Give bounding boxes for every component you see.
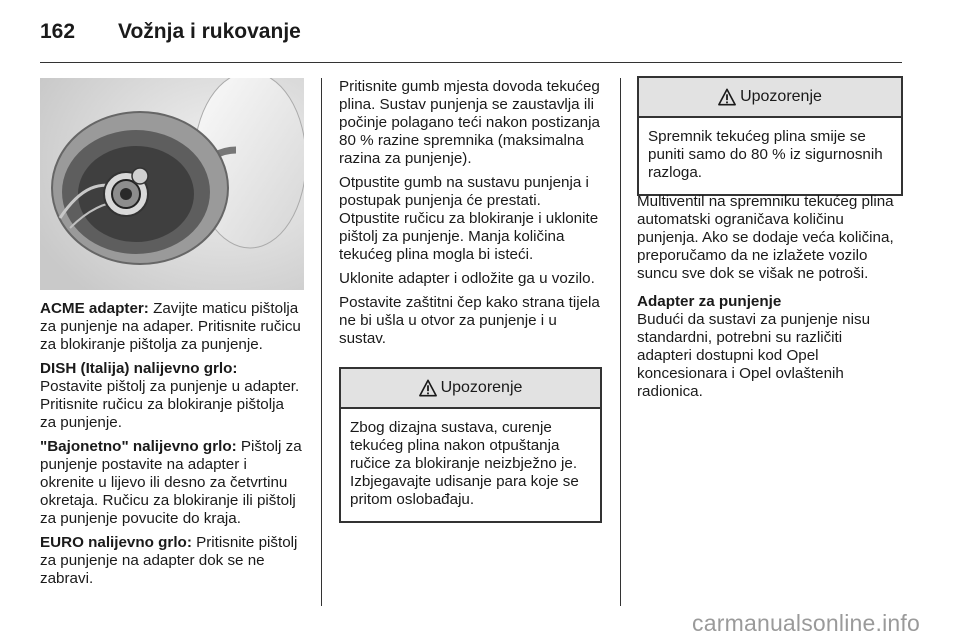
column-divider [321,78,322,606]
paragraph: Postavite zaštitni čep kako strana tijela ne bi ušla u otvor za punjenje i u sustav. [339,294,600,347]
paragraph: Pritisnite gumb mjesta dovoda tekućeg plina. Sustav punjenja se zaustavlja ili počinje polagano teći nakon postizanja 80 % razine spremnika (maksimalna razina za punjenje). [339,78,600,167]
warning-text: Zbog dizajna sustava, curenje tekućeg plina nakon otpuštanja ručice za blokiranje neizbježno je. Izbjegavajte udisanje para koje se pritom oslobađaju. [350,419,579,508]
paragraph-bayonet-adapter: "Bajonetno" nalijevno grlo: Pištolj za punjenje postavite na adapter i okrenite u lijevo ili desno za četvrtinu okretaja. Ručicu za blokiranje ili pištolj za punjenje povucite do kraja. [40,438,302,527]
warning-triangle-icon [718,88,736,106]
warning-title: Upozorenje [440,379,523,396]
warning-title: Upozorenje [740,88,822,105]
warning-triangle-icon [419,379,437,397]
paragraph-euro-adapter: EURO nalijevno grlo: Pritisnite pištolj za punjenje na adapter dok se ne zabravi. [40,534,298,587]
column-1 [40,300,304,594]
paragraph-acme-adapter: ACME adapter: Zavijte maticu pištolja za punjenje na adaper. Pritisnite ručicu za blokiranje pištolja za punjenje. [40,300,301,353]
watermark: carmanualsonline.info [692,610,920,636]
column-3 [637,193,901,407]
warning-text: Spremnik tekućeg plina smije se puniti samo do 80 % iz sigurnosnih razloga. [648,128,883,181]
section-heading: Adapter za punjenje [637,293,782,310]
chapter-title: Vožnja i rukovanje [118,20,301,43]
fuel-filler-illustration [40,78,304,290]
warning-header [639,78,901,118]
warning-box [339,367,602,523]
paragraph: Otpustite gumb na sustavu punjenja i postupak punjenja će prestati. Otpustite ručicu za blokiranje i uklonite pištolj za punjenje. Manja količina tekućeg plina mogla bi isteći. [339,174,599,263]
paragraph: Uklonite adapter i odložite ga u vozilo. [339,270,595,287]
paragraph-dish-adapter: DISH (Italija) nalijevno grlo: Postavite pištolj za punjenje u adapter. Pritisnite ručicu za blokiranje pištolja za punjenje. [40,360,300,431]
column-2 [339,78,603,354]
page-header [40,14,301,50]
column-divider [620,78,621,606]
paragraph: Budući da sustavi za punjenje nisu standardni, potrebni su različiti adapteri dostupni kod Opel koncesionara i Opel ovlaštenih radionica. [637,311,871,400]
header-divider [40,62,902,63]
page-number: 162 [40,20,76,43]
fuel-filler-drawing [40,78,304,290]
warning-box [637,76,903,196]
paragraph: Multiventil na spremniku tekućeg plina automatski ograničava količinu punjenja. Ako se dodaje veća količina, preporučamo da ne izlažete vozilo suncu sve dok se višak ne potroši. [637,193,894,282]
warning-header [341,369,600,409]
